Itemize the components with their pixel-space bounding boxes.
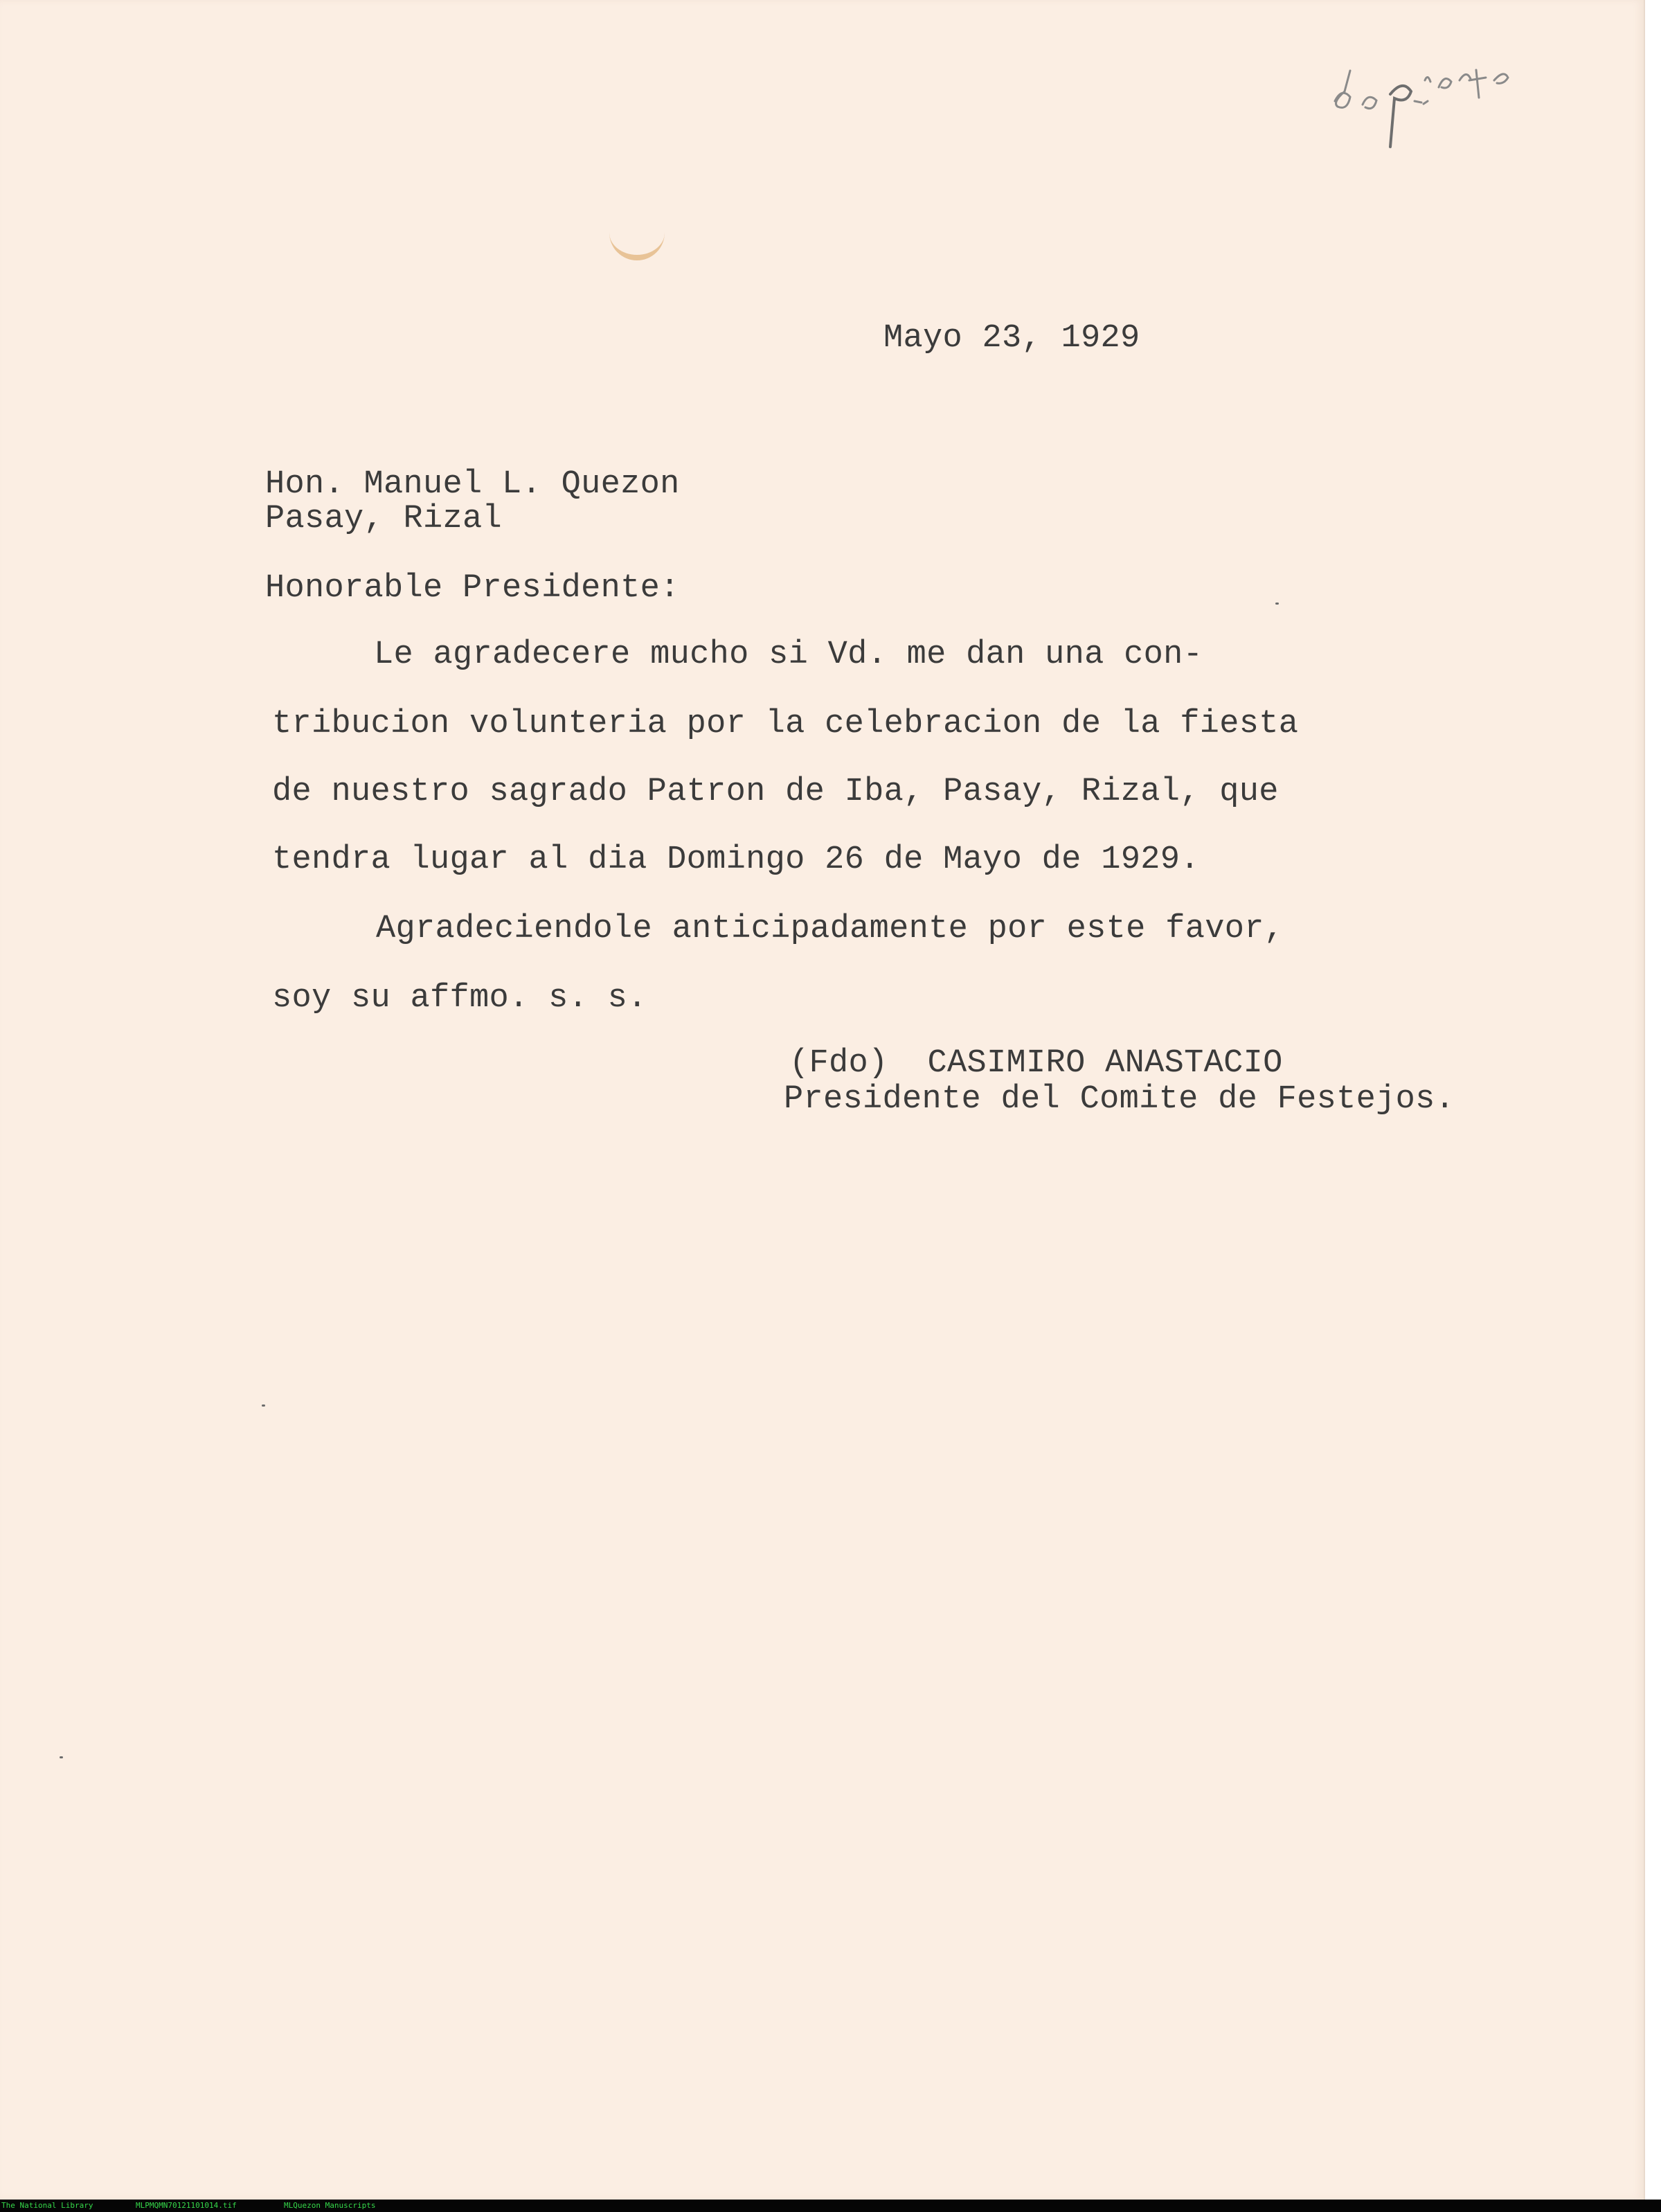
closing-line: soy su affmo. s. s. [272, 980, 647, 1017]
signature-name: (Fdo) CASIMIRO ANASTACIO [789, 1045, 1283, 1082]
body-line: tendra lugar al dia Domingo 26 de Mayo de 1929. [272, 841, 1200, 878]
paper-speck [262, 1404, 265, 1407]
paper-speck [1275, 603, 1279, 605]
handwritten-annotation [1321, 39, 1529, 157]
scan-footer [0, 2200, 1661, 2212]
addressee-name: Hon. Manuel L. Quezon [265, 466, 680, 503]
paper-speck [60, 1756, 63, 1758]
footer-library: The National Library [1, 2201, 93, 2210]
footer-collection: MLQuezon Manuscripts [284, 2201, 376, 2210]
signature-title: Presidente del Comite de Festejos. [784, 1081, 1455, 1118]
body-line: Le agradecere mucho si Vd. me dan una con- [374, 636, 1203, 673]
salutation: Honorable Presidente: [265, 570, 680, 607]
body-line: tribucion volunteria por la celebracion de la fiesta [272, 706, 1299, 742]
letter-date: Mayo 23, 1929 [883, 320, 1140, 357]
coffee-stain [609, 220, 665, 260]
body-line: de nuestro sagrado Patron de Iba, Pasay, Rizal, que [272, 774, 1279, 810]
addressee-location: Pasay, Rizal [265, 501, 503, 537]
body-line: Agradeciendole anticipadamente por este favor, [376, 911, 1284, 947]
footer-filename: MLPMQMN70121101014.tif [136, 2201, 237, 2210]
